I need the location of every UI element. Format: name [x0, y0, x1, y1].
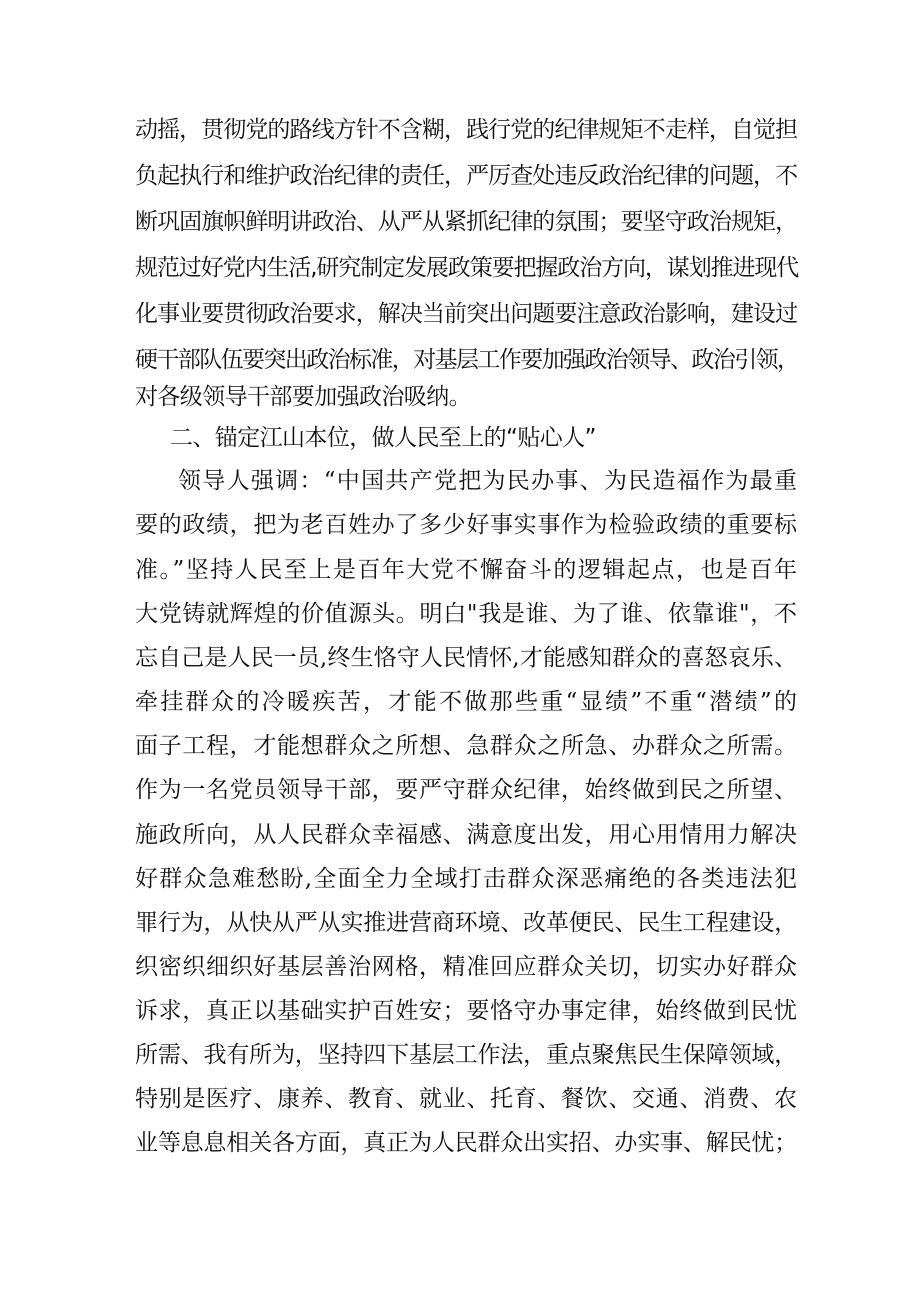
- body-text-line: 对各级领导干部要加强政治吸纳。: [135, 384, 472, 410]
- body-text-line: 准。”坚持人民至上是百年大党不懈奋斗的逻辑起点，也是百年: [135, 557, 797, 583]
- body-text-line: 诉求，真正以基础实护百姓安；要恪守办事定律，始终做到民忧: [135, 998, 797, 1024]
- section-heading: 二、锚定江山本位，做人民至上的“贴心人”: [170, 425, 596, 451]
- body-text-line: 好群众急难愁盼,全面全力全域打击群众深恶痛绝的各类违法犯: [135, 866, 797, 892]
- body-text-line: 忘自己是人民一员,终生恪守人民情怀,才能感知群众的喜怒哀乐、: [135, 645, 797, 671]
- body-text-line: 所需、我有所为，坚持四下基层工作法，重点聚焦民生保障领域，: [135, 1042, 797, 1068]
- body-text-line: 硬干部队伍要突出政治标准，对基层工作要加强政治领导、政治引领，: [135, 347, 799, 373]
- body-text-line: 业等息息相关各方面，真正为人民群众出实招、办实事、解民忧；: [135, 1130, 797, 1156]
- body-text-line: 化事业要贯彻政治要求，解决当前突出问题要注意政治影响，建设过: [135, 301, 797, 327]
- body-text-line: 特别是医疗、康养、教育、就业、托育、餐饮、交通、消费、农: [135, 1086, 797, 1112]
- body-text-line: 牵挂群众的冷暖疾苦，才能不做那些重“显绩”不重“潜绩”的: [135, 689, 797, 715]
- body-text-line: 罪行为，从快从严从实推进营商环境、改革便民、民生工程建设，: [135, 910, 797, 936]
- body-text-line: 施政所向，从人民群众幸福感、满意度出发，用心用情用力解决: [135, 822, 797, 848]
- body-text-line: 作为一名党员领导干部，要严守群众纪律，始终做到民之所望、: [135, 777, 797, 803]
- body-text-line: 规范过好党内生活,研究制定发展政策要把握政治方向，谋划推进现代: [135, 255, 799, 281]
- body-text-line: 动摇，贯彻党的路线方针不含糊，践行党的纪律规矩不走样，自觉担: [135, 117, 797, 143]
- body-text-line: 面子工程，才能想群众之所想、急群众之所急、办群众之所需。: [135, 733, 797, 759]
- body-text-line: 领导人强调：“中国共产党把为民办事、为民造福作为最重: [178, 468, 797, 494]
- body-text-line: 织密织细织好基层善治网格，精准回应群众关切，切实办好群众: [135, 954, 797, 980]
- body-text-line: 负起执行和维护政治纪律的责任，严厉查处违反政治纪律的问题，不: [135, 163, 797, 189]
- body-text-line: 断巩固旗帜鲜明讲政治、从严从紧抓纪律的氛围；要坚守政治规矩，: [135, 209, 797, 235]
- body-text-line: 要的政绩，把为老百姓办了多少好事实事作为检验政绩的重要标: [135, 512, 797, 538]
- body-text-line: 大党铸就辉煌的价值源头。明白"我是谁、为了谁、依靠谁"，不: [135, 601, 797, 627]
